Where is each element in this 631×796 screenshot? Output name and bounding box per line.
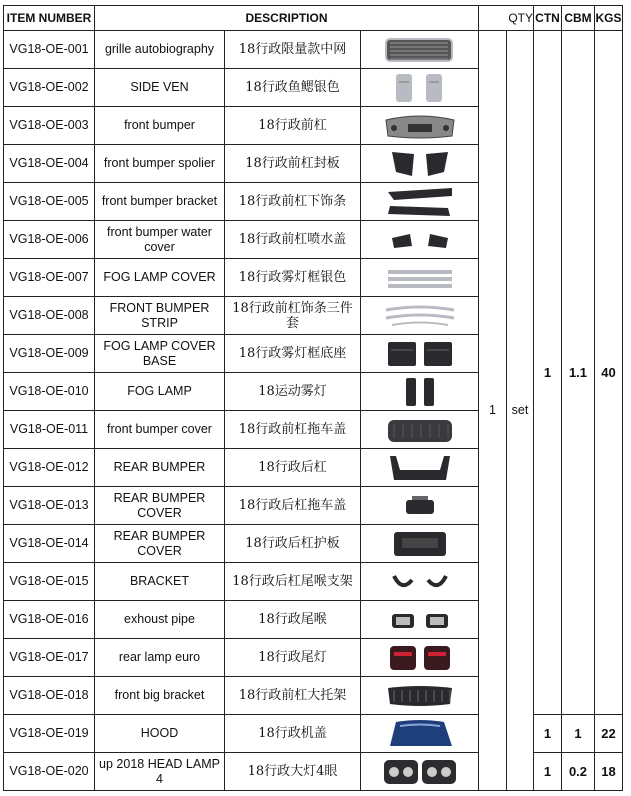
cbm-value: 1.1 <box>562 31 595 715</box>
part-image <box>361 411 479 449</box>
part-image <box>361 259 479 297</box>
english-description: FOG LAMP COVER BASE <box>95 335 225 373</box>
english-description: front bumper cover <box>95 411 225 449</box>
english-description: REAR BUMPER <box>95 449 225 487</box>
chinese-description: 18行政雾灯框底座 <box>225 335 361 373</box>
front-bumper-icon <box>361 110 478 142</box>
item-code: VG18-OE-014 <box>4 525 95 563</box>
chinese-description: 18行政前杠大托架 <box>225 677 361 715</box>
english-description: exhoust pipe <box>95 601 225 639</box>
chinese-description: 18运动雾灯 <box>225 373 361 411</box>
group-unit: set <box>507 31 534 791</box>
item-code: VG18-OE-019 <box>4 715 95 753</box>
fog-lamp-cover-icon <box>361 262 478 294</box>
rear-guard-plate-icon <box>361 528 478 560</box>
chinese-description: 18行政雾灯框银色 <box>225 259 361 297</box>
english-description: front bumper spolier <box>95 145 225 183</box>
part-image <box>361 753 479 791</box>
english-description: front bumper bracket <box>95 183 225 221</box>
item-code: VG18-OE-015 <box>4 563 95 601</box>
chinese-description: 18行政尾喉 <box>225 601 361 639</box>
part-image <box>361 221 479 259</box>
english-description: FOG LAMP COVER <box>95 259 225 297</box>
item-code: VG18-OE-007 <box>4 259 95 297</box>
head-lamp-icon <box>361 756 478 788</box>
part-image <box>361 183 479 221</box>
item-code: VG18-OE-003 <box>4 107 95 145</box>
item-code: VG18-OE-006 <box>4 221 95 259</box>
chinese-description: 18行政前杠喷水盖 <box>225 221 361 259</box>
item-code: VG18-OE-011 <box>4 411 95 449</box>
english-description: REAR BUMPER COVER <box>95 525 225 563</box>
ctn-header: CTN <box>534 6 562 31</box>
english-description: FOG LAMP <box>95 373 225 411</box>
chinese-description: 18行政前杠饰条三件套 <box>225 297 361 335</box>
bracket-icon <box>361 566 478 598</box>
bumper-bracket-icon <box>361 186 478 218</box>
chinese-description: 18行政限量款中网 <box>225 31 361 69</box>
english-description: REAR BUMPER COVER <box>95 487 225 525</box>
chinese-description: 18行政鱼鳃银色 <box>225 69 361 107</box>
kgs-value: 18 <box>595 753 623 791</box>
water-cover-icon <box>361 224 478 256</box>
fog-lamp-icon <box>361 376 478 408</box>
rear-lamp-icon <box>361 642 478 674</box>
cbm-header: CBM <box>562 6 595 31</box>
english-description: grille autobiography <box>95 31 225 69</box>
ctn-value: 1 <box>534 753 562 791</box>
item-code: VG18-OE-009 <box>4 335 95 373</box>
header-row <box>4 6 623 31</box>
item-code: VG18-OE-005 <box>4 183 95 221</box>
part-image <box>361 335 479 373</box>
side-vent-icon <box>361 72 478 104</box>
rear-bumper-icon <box>361 452 478 484</box>
kgs-header: KGS <box>595 6 623 31</box>
english-description: HOOD <box>95 715 225 753</box>
chinese-description: 18行政机盖 <box>225 715 361 753</box>
part-image <box>361 677 479 715</box>
part-image <box>361 601 479 639</box>
part-image <box>361 297 479 335</box>
description-header: DESCRIPTION <box>95 6 479 31</box>
part-image <box>361 715 479 753</box>
ctn-value: 1 <box>534 715 562 753</box>
english-description: front bumper <box>95 107 225 145</box>
chinese-description: 18行政尾灯 <box>225 639 361 677</box>
chinese-description: 18行政后杠护板 <box>225 525 361 563</box>
chinese-description: 18行政前杠 <box>225 107 361 145</box>
chinese-description: 18行政前杠封板 <box>225 145 361 183</box>
fog-lamp-base-icon <box>361 338 478 370</box>
chinese-description: 18行政后杠尾喉支架 <box>225 563 361 601</box>
tow-cover-icon <box>361 414 478 446</box>
part-image <box>361 525 479 563</box>
part-image <box>361 639 479 677</box>
part-image <box>361 487 479 525</box>
item-code: VG18-OE-008 <box>4 297 95 335</box>
exhaust-pipe-icon <box>361 604 478 636</box>
item-code: VG18-OE-012 <box>4 449 95 487</box>
item-number-header: ITEM NUMBER <box>4 6 95 31</box>
english-description: up 2018 HEAD LAMP 4 <box>95 753 225 791</box>
table-row <box>4 31 623 69</box>
part-image <box>361 31 479 69</box>
big-bracket-icon <box>361 680 478 712</box>
english-description: FRONT BUMPER STRIP <box>95 297 225 335</box>
english-description: rear lamp euro <box>95 639 225 677</box>
group-qty: 1 <box>479 31 507 791</box>
kgs-value: 22 <box>595 715 623 753</box>
grille-icon <box>361 34 478 66</box>
qty-header: QTY <box>479 6 534 31</box>
bumper-spoiler-icon <box>361 148 478 180</box>
part-image <box>361 373 479 411</box>
item-code: VG18-OE-016 <box>4 601 95 639</box>
item-code: VG18-OE-001 <box>4 31 95 69</box>
kgs-value: 40 <box>595 31 623 715</box>
part-image <box>361 69 479 107</box>
english-description: front bumper water cover <box>95 221 225 259</box>
ctn-value: 1 <box>534 31 562 715</box>
chinese-description: 18行政前杠下饰条 <box>225 183 361 221</box>
english-description: BRACKET <box>95 563 225 601</box>
hood-icon <box>361 718 478 750</box>
bumper-strip-icon <box>361 300 478 332</box>
chinese-description: 18行政后杠拖车盖 <box>225 487 361 525</box>
part-image <box>361 107 479 145</box>
item-code: VG18-OE-004 <box>4 145 95 183</box>
english-description: front big bracket <box>95 677 225 715</box>
english-description: SIDE VEN <box>95 69 225 107</box>
item-code: VG18-OE-020 <box>4 753 95 791</box>
chinese-description: 18行政后杠 <box>225 449 361 487</box>
item-code: VG18-OE-010 <box>4 373 95 411</box>
chinese-description: 18行政大灯4眼 <box>225 753 361 791</box>
parts-table <box>3 5 623 791</box>
rear-bumper-cover-icon <box>361 490 478 522</box>
chinese-description: 18行政前杠拖车盖 <box>225 411 361 449</box>
item-code: VG18-OE-017 <box>4 639 95 677</box>
cbm-value: 0.2 <box>562 753 595 791</box>
item-code: VG18-OE-013 <box>4 487 95 525</box>
item-code: VG18-OE-002 <box>4 69 95 107</box>
item-code: VG18-OE-018 <box>4 677 95 715</box>
part-image <box>361 145 479 183</box>
part-image <box>361 563 479 601</box>
part-image <box>361 449 479 487</box>
cbm-value: 1 <box>562 715 595 753</box>
